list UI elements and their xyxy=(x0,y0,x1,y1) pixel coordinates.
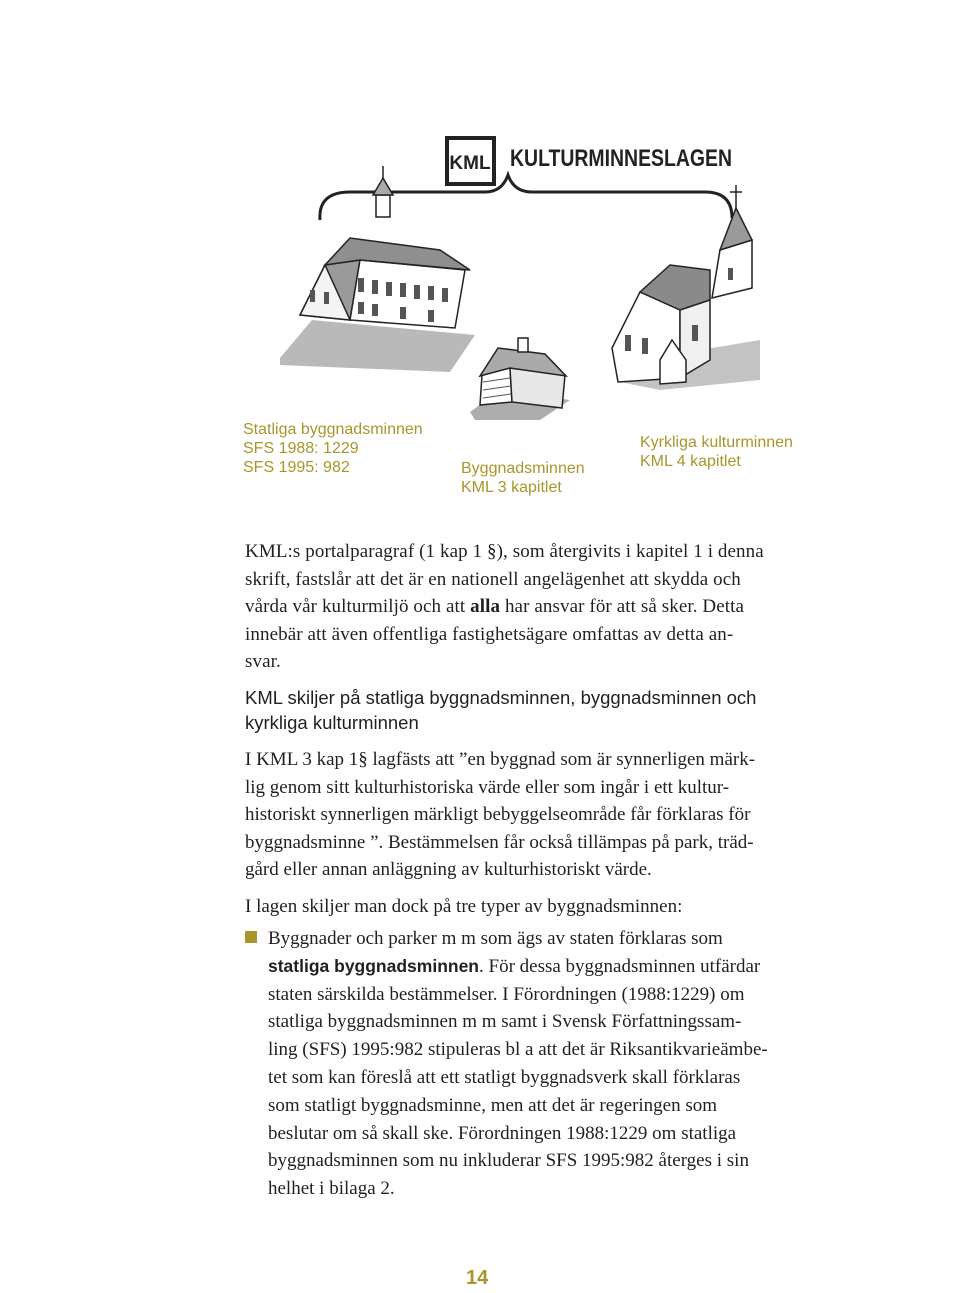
caption-line: KML 3 kapitlet xyxy=(461,479,562,496)
text-line: byggnadsminne ”. Bestämmelsen får också tillämpas på park, träd- xyxy=(245,831,754,853)
bullet-text xyxy=(268,925,858,1203)
logo-title: KULTURMINNESLAGEN xyxy=(510,145,732,172)
page-number: 14 xyxy=(466,1267,489,1289)
text-fragment: har ansvar för att så sker. Detta xyxy=(500,596,745,617)
text-line: historiskt synnerligen märkligt bebyggelseområde får förklaras för xyxy=(245,804,751,825)
text-line: som statligt byggnadsminne, men att det är regeringen som xyxy=(268,1094,718,1116)
caption-line: Byggnadsminnen xyxy=(461,460,585,477)
text-line: helhet i bilaga 2. xyxy=(268,1178,395,1200)
text-fragment: . För dessa byggnadsminnen utfärdar xyxy=(479,955,761,977)
caption-line: KML 4 kapitlet xyxy=(640,453,741,470)
cottage-drawing xyxy=(470,338,570,420)
text-line xyxy=(268,953,858,981)
caption-byggnadsminnen xyxy=(461,459,585,497)
section-heading xyxy=(245,685,875,735)
emphasis: statliga byggnadsminnen xyxy=(268,955,479,976)
text-line xyxy=(245,593,845,621)
intro-paragraph xyxy=(245,538,845,676)
caption-statliga-byggnadsminnen xyxy=(243,420,423,477)
paragraph-kml-3-kap xyxy=(245,746,845,884)
text-line: statliga byggnadsminnen m m samt i Svensk Författningssam- xyxy=(268,1011,742,1033)
text-line: staten särskilda bestämmelser. I Förordningen (1988:1229) om xyxy=(268,983,745,1005)
emphasis: alla xyxy=(470,596,501,617)
text-line: beslutar om så skall ske. Förordningen 1988:1229 om statliga xyxy=(268,1122,737,1144)
text-line: gård eller annan anläggning av kulturhistoriskt värde. xyxy=(245,859,652,880)
text-line: skrift, fastslår att det är en nationell angelägenhet att skydda och xyxy=(245,568,741,590)
text-line: byggnadsminnen som nu inkluderar SFS 1995:982 återges i sin xyxy=(268,1150,749,1172)
text-line: tet som kan föreslå att ett statligt byggnadsverk skall förklaras xyxy=(268,1066,741,1088)
caption-line: Statliga byggnadsminnen xyxy=(243,421,423,438)
text-line: lig genom sitt kulturhistoriska värde eller som ingår i ett kultur- xyxy=(245,776,730,798)
kulturminneslagen-illustration xyxy=(240,120,760,420)
text-line: innebär att även offentliga fastighetsägare omfattas av detta an- xyxy=(245,623,734,645)
text-line: svar. xyxy=(245,651,281,672)
logo-abbr: KML xyxy=(449,153,491,174)
manor-drawing xyxy=(280,166,475,372)
text-fragment: vårda vår kulturmiljö och att xyxy=(245,596,471,617)
text-line: KML:s portalparagraf (1 kap 1 §), som återgivits i kapitel 1 i denna xyxy=(245,541,764,562)
bullet-square-icon xyxy=(245,931,257,943)
paragraph-tre-typer xyxy=(245,893,845,921)
text-line: I KML 3 kap 1§ lagfästs att ”en byggnad som är synnerligen märk- xyxy=(245,749,756,770)
kml-logo xyxy=(447,138,732,184)
text-line: I lagen skiljer man dock på tre typer av byggnadsminnen: xyxy=(245,896,683,917)
caption-line: SFS 1995: 982 xyxy=(243,459,350,476)
heading-line: kyrkliga kulturminnen xyxy=(245,712,419,733)
text-line: Byggnader och parker m m som ägs av staten förklaras som xyxy=(268,928,723,949)
caption-line: Kyrkliga kulturminnen xyxy=(640,434,793,451)
caption-kyrkliga-kulturminnen xyxy=(640,433,793,471)
church-drawing xyxy=(612,185,760,390)
heading-line: KML skiljer på statliga byggnadsminnen, byggnadsminnen och xyxy=(245,687,757,708)
caption-line: SFS 1988: 1229 xyxy=(243,440,359,457)
text-line: ling (SFS) 1995:982 stipuleras bl a att det är Riksantikvarieämbe- xyxy=(268,1039,768,1061)
